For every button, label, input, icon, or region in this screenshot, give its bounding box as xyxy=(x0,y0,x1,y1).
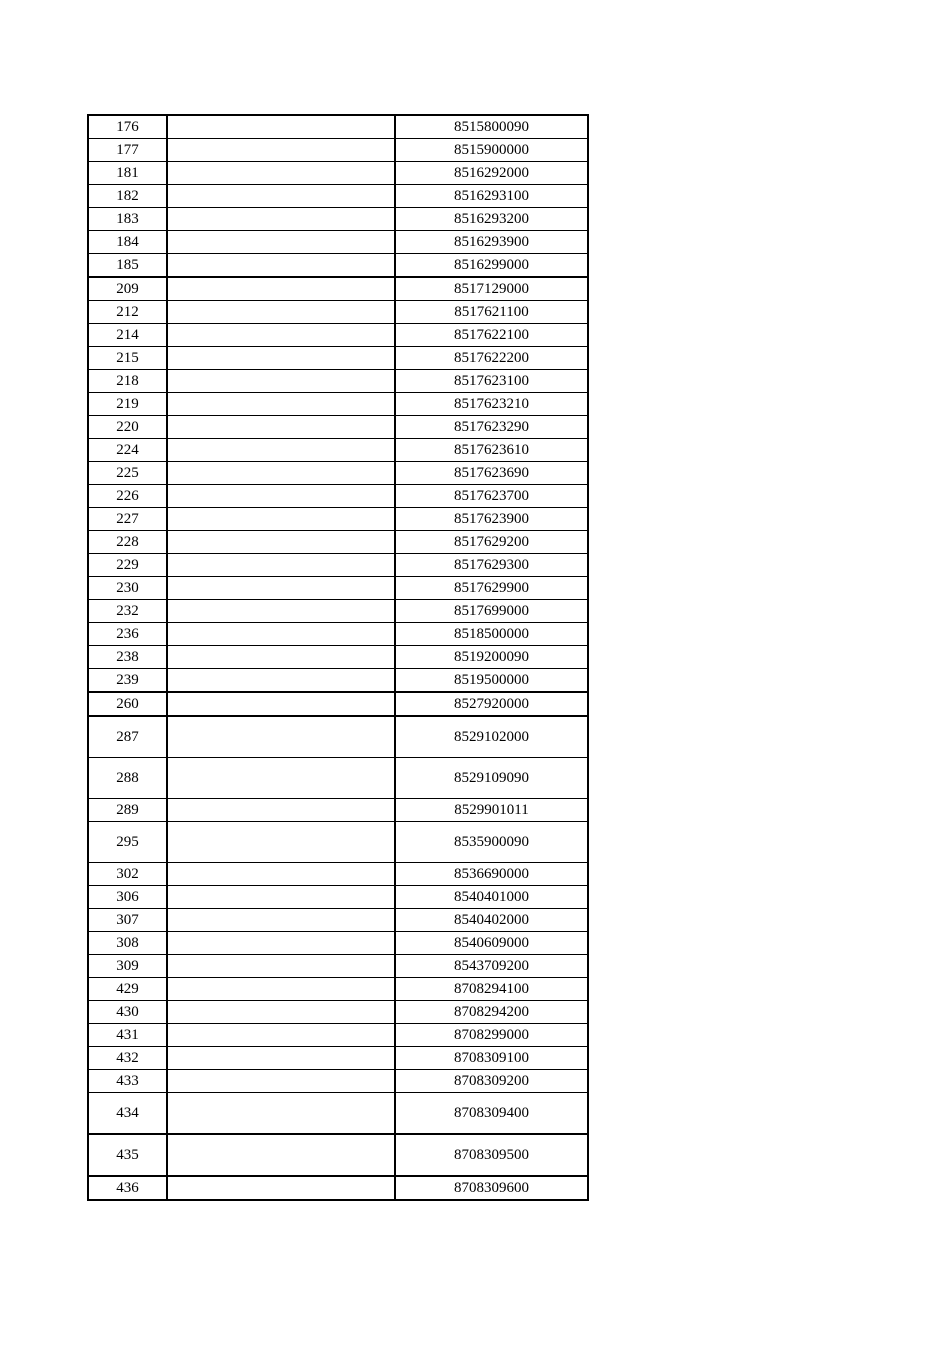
row-number-cell: 209 xyxy=(88,277,167,301)
table-row xyxy=(88,1070,588,1093)
hs-code-cell: 8515900000 xyxy=(395,139,588,162)
row-number-cell: 238 xyxy=(88,646,167,669)
description-cell xyxy=(167,1176,395,1200)
row-number-cell: 306 xyxy=(88,886,167,909)
hs-code-cell: 8516293900 xyxy=(395,231,588,254)
table-row xyxy=(88,347,588,370)
table-row xyxy=(88,863,588,886)
table-row xyxy=(88,932,588,955)
hs-code-cell: 8519200090 xyxy=(395,646,588,669)
hs-code-cell: 8529102000 xyxy=(395,716,588,758)
row-number-cell: 225 xyxy=(88,462,167,485)
row-number-cell: 224 xyxy=(88,439,167,462)
hs-code-cell: 8540402000 xyxy=(395,909,588,932)
table-row xyxy=(88,758,588,799)
hs-code-cell: 8708309100 xyxy=(395,1047,588,1070)
row-number-cell: 212 xyxy=(88,301,167,324)
description-cell xyxy=(167,162,395,185)
description-cell xyxy=(167,1047,395,1070)
description-cell xyxy=(167,462,395,485)
description-cell xyxy=(167,393,395,416)
hs-code-cell: 8527920000 xyxy=(395,692,588,716)
hs-code-cell: 8708299000 xyxy=(395,1024,588,1047)
row-number-cell: 182 xyxy=(88,185,167,208)
table-row xyxy=(88,254,588,278)
row-number-cell: 434 xyxy=(88,1093,167,1135)
row-number-cell: 302 xyxy=(88,863,167,886)
description-cell xyxy=(167,531,395,554)
row-number-cell: 308 xyxy=(88,932,167,955)
row-number-cell: 183 xyxy=(88,208,167,231)
table-row xyxy=(88,886,588,909)
description-cell xyxy=(167,554,395,577)
table-row xyxy=(88,577,588,600)
hs-code-cell: 8708309500 xyxy=(395,1134,588,1176)
description-cell xyxy=(167,439,395,462)
hs-code-cell: 8517699000 xyxy=(395,600,588,623)
hs-code-cell: 8516299000 xyxy=(395,254,588,278)
description-cell xyxy=(167,1070,395,1093)
table-row xyxy=(88,1093,588,1135)
description-cell xyxy=(167,485,395,508)
row-number-cell: 218 xyxy=(88,370,167,393)
table-row xyxy=(88,716,588,758)
row-number-cell: 227 xyxy=(88,508,167,531)
table-row xyxy=(88,231,588,254)
table-row xyxy=(88,393,588,416)
hs-code-cell: 8517629900 xyxy=(395,577,588,600)
description-cell xyxy=(167,370,395,393)
table-row xyxy=(88,462,588,485)
table-row xyxy=(88,1001,588,1024)
row-number-cell: 288 xyxy=(88,758,167,799)
row-number-cell: 433 xyxy=(88,1070,167,1093)
row-number-cell: 176 xyxy=(88,115,167,139)
row-number-cell: 177 xyxy=(88,139,167,162)
row-number-cell: 229 xyxy=(88,554,167,577)
description-cell xyxy=(167,185,395,208)
description-cell xyxy=(167,716,395,758)
hs-code-cell: 8517623610 xyxy=(395,439,588,462)
description-cell xyxy=(167,115,395,139)
table-row xyxy=(88,669,588,693)
description-cell xyxy=(167,277,395,301)
table-row xyxy=(88,554,588,577)
description-cell xyxy=(167,324,395,347)
description-cell xyxy=(167,416,395,439)
description-cell xyxy=(167,577,395,600)
description-cell xyxy=(167,623,395,646)
row-number-cell: 309 xyxy=(88,955,167,978)
table-row xyxy=(88,978,588,1001)
spreadsheet-page xyxy=(87,114,587,1201)
description-cell xyxy=(167,799,395,822)
hs-code-cell: 8516292000 xyxy=(395,162,588,185)
hs-code-cell: 8517623690 xyxy=(395,462,588,485)
hs-code-cell: 8529901011 xyxy=(395,799,588,822)
row-number-cell: 287 xyxy=(88,716,167,758)
row-number-cell: 184 xyxy=(88,231,167,254)
hs-code-cell: 8536690000 xyxy=(395,863,588,886)
hs-code-cell: 8517623900 xyxy=(395,508,588,531)
row-number-cell: 239 xyxy=(88,669,167,693)
hs-code-cell: 8535900090 xyxy=(395,822,588,863)
table-row xyxy=(88,646,588,669)
table-row xyxy=(88,692,588,716)
row-number-cell: 214 xyxy=(88,324,167,347)
row-number-cell: 307 xyxy=(88,909,167,932)
description-cell xyxy=(167,600,395,623)
row-number-cell: 295 xyxy=(88,822,167,863)
row-number-cell: 436 xyxy=(88,1176,167,1200)
description-cell xyxy=(167,508,395,531)
table-row xyxy=(88,1047,588,1070)
row-number-cell: 215 xyxy=(88,347,167,370)
table-row xyxy=(88,822,588,863)
table-row xyxy=(88,1176,588,1200)
hs-code-cell: 8517629300 xyxy=(395,554,588,577)
description-cell xyxy=(167,692,395,716)
description-cell xyxy=(167,646,395,669)
description-cell xyxy=(167,231,395,254)
description-cell xyxy=(167,1134,395,1176)
table-row xyxy=(88,799,588,822)
row-number-cell: 429 xyxy=(88,978,167,1001)
row-number-cell: 228 xyxy=(88,531,167,554)
description-cell xyxy=(167,347,395,370)
description-cell xyxy=(167,955,395,978)
table-row xyxy=(88,115,588,139)
hs-code-cell: 8516293200 xyxy=(395,208,588,231)
hs-code-cell: 8708294100 xyxy=(395,978,588,1001)
hs-code-cell: 8708309600 xyxy=(395,1176,588,1200)
hs-code-cell: 8515800090 xyxy=(395,115,588,139)
description-cell xyxy=(167,1093,395,1135)
table-row xyxy=(88,623,588,646)
table-body xyxy=(88,115,588,1200)
description-cell xyxy=(167,822,395,863)
table-row xyxy=(88,185,588,208)
table-row xyxy=(88,955,588,978)
table-row xyxy=(88,208,588,231)
row-number-cell: 236 xyxy=(88,623,167,646)
row-number-cell: 430 xyxy=(88,1001,167,1024)
description-cell xyxy=(167,301,395,324)
row-number-cell: 260 xyxy=(88,692,167,716)
table-row xyxy=(88,162,588,185)
code-table xyxy=(87,114,589,1201)
row-number-cell: 432 xyxy=(88,1047,167,1070)
description-cell xyxy=(167,978,395,1001)
hs-code-cell: 8517622100 xyxy=(395,324,588,347)
hs-code-cell: 8517622200 xyxy=(395,347,588,370)
table-row xyxy=(88,1024,588,1047)
description-cell xyxy=(167,139,395,162)
hs-code-cell: 8518500000 xyxy=(395,623,588,646)
table-row xyxy=(88,439,588,462)
hs-code-cell: 8708309400 xyxy=(395,1093,588,1135)
table-row xyxy=(88,416,588,439)
row-number-cell: 230 xyxy=(88,577,167,600)
hs-code-cell: 8516293100 xyxy=(395,185,588,208)
description-cell xyxy=(167,1001,395,1024)
table-row xyxy=(88,508,588,531)
description-cell xyxy=(167,669,395,693)
hs-code-cell: 8529109090 xyxy=(395,758,588,799)
hs-code-cell: 8517623290 xyxy=(395,416,588,439)
row-number-cell: 431 xyxy=(88,1024,167,1047)
table-row xyxy=(88,277,588,301)
description-cell xyxy=(167,863,395,886)
table-row xyxy=(88,485,588,508)
description-cell xyxy=(167,909,395,932)
table-row xyxy=(88,909,588,932)
description-cell xyxy=(167,758,395,799)
table-row xyxy=(88,531,588,554)
table-row xyxy=(88,1134,588,1176)
hs-code-cell: 8540401000 xyxy=(395,886,588,909)
table-row xyxy=(88,301,588,324)
description-cell xyxy=(167,1024,395,1047)
hs-code-cell: 8519500000 xyxy=(395,669,588,693)
hs-code-cell: 8517623700 xyxy=(395,485,588,508)
row-number-cell: 226 xyxy=(88,485,167,508)
description-cell xyxy=(167,886,395,909)
table-row xyxy=(88,139,588,162)
hs-code-cell: 8708309200 xyxy=(395,1070,588,1093)
hs-code-cell: 8708294200 xyxy=(395,1001,588,1024)
table-row xyxy=(88,600,588,623)
hs-code-cell: 8517629200 xyxy=(395,531,588,554)
hs-code-cell: 8540609000 xyxy=(395,932,588,955)
row-number-cell: 219 xyxy=(88,393,167,416)
row-number-cell: 232 xyxy=(88,600,167,623)
hs-code-cell: 8543709200 xyxy=(395,955,588,978)
description-cell xyxy=(167,932,395,955)
description-cell xyxy=(167,208,395,231)
row-number-cell: 435 xyxy=(88,1134,167,1176)
hs-code-cell: 8517623100 xyxy=(395,370,588,393)
row-number-cell: 185 xyxy=(88,254,167,278)
description-cell xyxy=(167,254,395,278)
hs-code-cell: 8517621100 xyxy=(395,301,588,324)
hs-code-cell: 8517129000 xyxy=(395,277,588,301)
row-number-cell: 220 xyxy=(88,416,167,439)
row-number-cell: 181 xyxy=(88,162,167,185)
table-row xyxy=(88,324,588,347)
hs-code-cell: 8517623210 xyxy=(395,393,588,416)
table-row xyxy=(88,370,588,393)
row-number-cell: 289 xyxy=(88,799,167,822)
